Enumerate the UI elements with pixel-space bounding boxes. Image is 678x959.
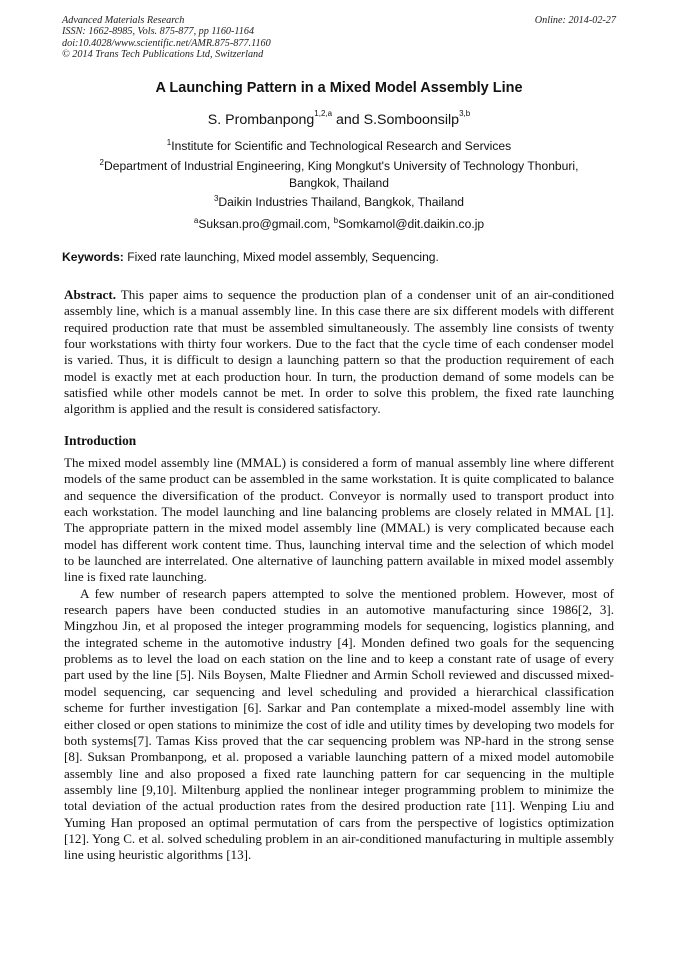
doi-link[interactable]: doi:10.4028/www.scientific.net/AMR.875-877.1160 — [62, 37, 271, 49]
introduction-paragraph-2: A few number of research papers attempted to solve the mentioned problem. However, most of research papers have been conducted studies in an automotive manufacturing since 1986[2, 3]. Mingzhou Jin, et al proposed the integer programming models for sequencing, logistics planning, and the integrated scheme in the automotive industry [4]. Monden defined two goals for the sequencing problems as to level the load on each station on the line and to keep a constant rate of usage of every part used by the line [5]. Nils Boysen, Malte Fliedner and Armin Scholl reviewed and discussed mixed-model sequencing, car sequencing and level scheduling and provided a hierarchical classification scheme for further investigation [6]. Sarkar and Pan contemplate a mixed-model assembly line with either closed or open stations to minimize the cost of idle and utility times by developing two models for both systems[7]. Tamas Kiss proved that the car sequencing problem was NP-hard in the strong sense [8]. Suksan Prombanpong, et al. proposed a variable launching pattern of a mixed model automobile assembly line and also proposed a fixed rate launching pattern for car sequencing in the multiple assembly line [9,10]. Miltenburg applied the nonlinear integer programming problem to minimize the total deviation of the actual production rates from the desired production rate [11]. Wenping Liu and Yuming Han proposed an optimal permutation of cars from the perspective of logistics optimization [12]. Yong C. et al. solved scheduling problem in an air-conditioned manufacturing in multiple assembly line using heuristic algorithms [13]. — [64, 585, 614, 863]
introduction-body — [64, 455, 614, 864]
email-b-marker: b — [333, 216, 339, 225]
keywords — [62, 250, 616, 264]
email-b[interactable]: Somkamol@dit.daikin.co.jp — [338, 217, 485, 231]
author-conjunction: and — [332, 112, 364, 128]
author-2-affiliation-marker: 3,b — [459, 109, 471, 118]
author-line — [62, 109, 616, 128]
affiliation-2-text-line2: Bangkok, Thailand — [289, 175, 389, 190]
author-1-affiliation-marker: 1,2,a — [314, 109, 333, 118]
introduction-paragraph-1: The mixed model assembly line (MMAL) is considered a form of manual assembly line where different models of the same product can be assembled in the same workstation. It is quite complicated to balance and sequence the diversification of the product. Conveyor is normally used to transport product into each workstation. The model launching and line balancing problems are closely related in MMAL [1]. The appropriate pattern in the mixed model assembly line (MMAL) is very complicated because each model has different work content time. Thus, launching interval time and the selection of which model to be launched are interrelated. One alternative of launching pattern available in mixed model assembly line is fixed rate launching. — [64, 455, 614, 585]
copyright-line: © 2014 Trans Tech Publications Ltd, Switzerland — [62, 49, 264, 61]
issn-line: ISSN: 1662-8985, Vols. 875-877, pp 1160-1164 — [62, 26, 255, 38]
keywords-text: Fixed rate launching, Mixed model assembly, Sequencing. — [123, 250, 439, 264]
abstract-text: This paper aims to sequence the production plan of a condenser unit of an air-conditioned assembly line, which is a manual assembly line. In this case there are six different models with different required production rate that must be assembled simultaneously. The assembly line consists of twenty four workstations with thirty four workers. Due to the fact that the cycle time of each condenser model is varied. Thus, it is difficult to design a launching pattern so that the production requirement of each model is exactly met at each production hour. In turn, the production demand of some models can be satisfied while other models cannot be met. In order to solve this problem, the fixed rate launching algorithm is applied and the result is considered satisfactory. — [64, 287, 614, 417]
online-date: Online: 2014-02-27 — [534, 15, 616, 26]
affiliation-1-text: Institute for Scientific and Technological Research and Services — [171, 139, 512, 153]
affiliation-2-text-line1: Department of Industrial Engineering, King Mongkut's University of Technology Thonburi, — [104, 159, 579, 173]
email-line — [62, 216, 616, 233]
author-1: S. Prombanpong — [207, 112, 315, 128]
email-a-marker: a — [193, 216, 199, 225]
affiliation-1 — [62, 138, 616, 155]
affiliation-3-marker: 3 — [213, 194, 219, 203]
paper-title: A Launching Pattern in a Mixed Model Assembly Line — [155, 80, 523, 96]
affiliation-2-marker: 2 — [99, 158, 104, 167]
affiliation-2 — [62, 158, 616, 191]
journal-header — [62, 15, 616, 61]
abstract-label: Abstract. — [64, 287, 116, 302]
affiliation-3 — [62, 194, 616, 211]
affiliation-3-text: Daikin Industries Thailand, Bangkok, Thailand — [218, 195, 465, 209]
affiliation-1-marker: 1 — [166, 138, 172, 147]
journal-name: Advanced Materials Research — [62, 15, 185, 26]
keywords-label: Keywords: — [62, 250, 124, 264]
introduction-heading: Introduction — [64, 433, 137, 448]
author-2: S.Somboonsilp — [363, 112, 460, 128]
email-a[interactable]: Suksan.pro@gmail.com, — [198, 217, 334, 231]
abstract — [64, 287, 614, 418]
